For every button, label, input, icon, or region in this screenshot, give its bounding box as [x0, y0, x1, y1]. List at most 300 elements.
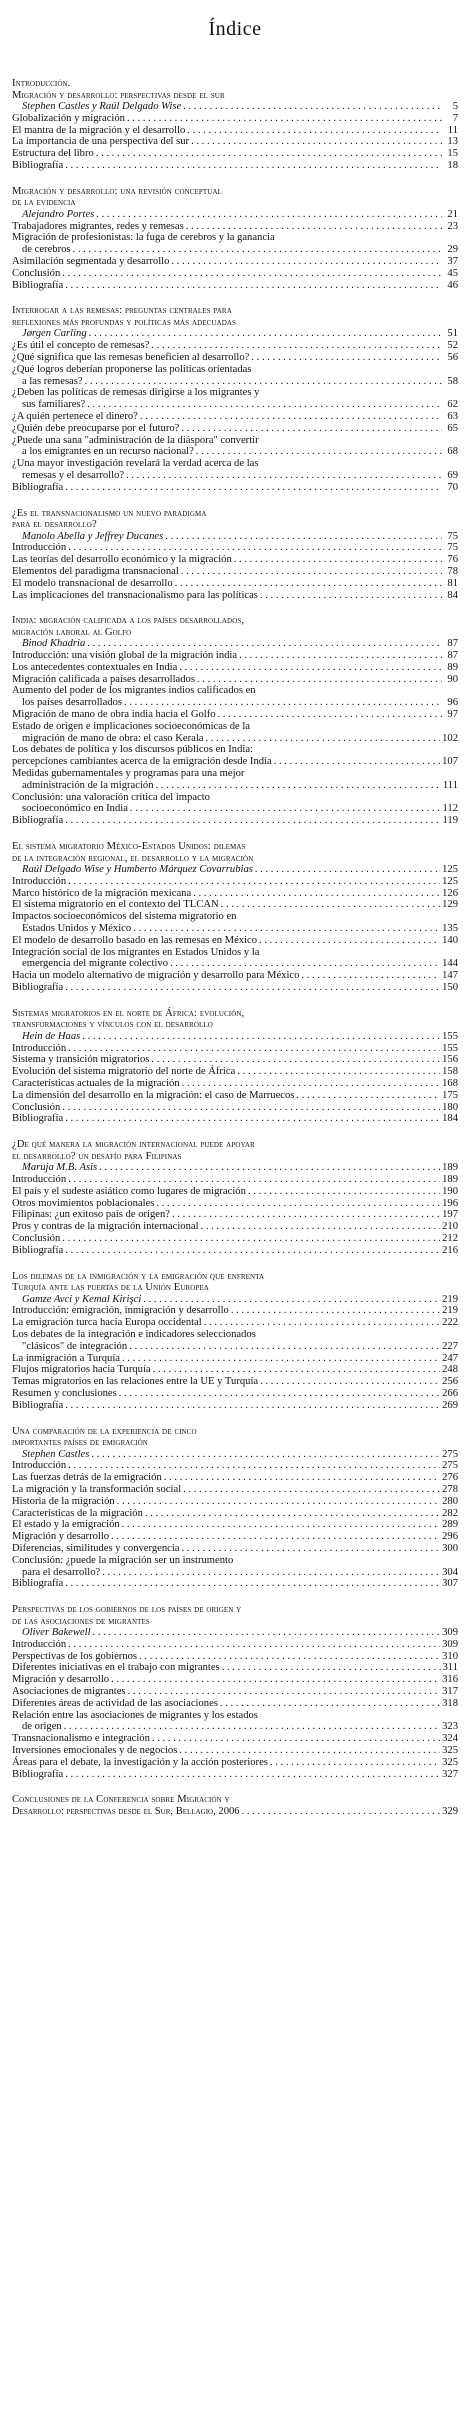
toc-entry[interactable]	[12, 1364, 458, 1376]
page-number: 18	[447, 159, 458, 171]
page-number: 29	[447, 244, 458, 256]
entry-title: Flujos migratorios hacia Turquía	[12, 1364, 151, 1376]
entry-title: Inversiones emocionales y de negocios	[12, 1745, 178, 1757]
entry-title: Introducción	[12, 542, 67, 554]
dot-leader	[68, 1639, 440, 1651]
chapter-author[interactable]	[12, 209, 458, 221]
toc-entry[interactable]	[12, 1578, 458, 1590]
toc-entry[interactable]	[12, 1686, 458, 1698]
page-number: 189	[442, 1162, 458, 1174]
toc-entry[interactable]	[12, 1353, 458, 1365]
chapter-author[interactable]	[12, 1162, 458, 1174]
entry-title: El mantra de la migración y el desarrollo	[12, 124, 186, 136]
page-number: 51	[447, 328, 458, 340]
dot-leader	[68, 1460, 440, 1472]
toc-entry[interactable]	[12, 662, 458, 674]
entry-title: El modelo transnacional de desarrollo	[12, 577, 173, 589]
dot-leader	[248, 1186, 440, 1198]
section-header-line: Turquía ante las puertas de la Unión Europea	[12, 1282, 209, 1294]
entry-title: Otros movimientos poblacionales	[12, 1197, 155, 1209]
toc-entry[interactable]	[12, 554, 458, 566]
dot-leader	[124, 697, 442, 709]
page-number: 147	[442, 970, 458, 982]
dot-leader	[191, 136, 442, 148]
dot-leader	[65, 482, 442, 494]
toc-entry[interactable]	[12, 1721, 458, 1733]
entry-title: Bibliografía	[12, 1768, 64, 1780]
toc-entry[interactable]	[12, 125, 458, 137]
toc-entry[interactable]	[12, 136, 458, 148]
toc-entry[interactable]	[12, 1484, 458, 1496]
page-number: 184	[442, 1113, 458, 1125]
toc-section	[12, 1604, 458, 1780]
page-number: 65	[447, 422, 458, 434]
toc-entry[interactable]	[12, 1043, 458, 1055]
toc-entry[interactable]	[12, 1066, 458, 1078]
dot-leader	[117, 1496, 440, 1508]
section-header-line: importantes países de emigración	[12, 1437, 148, 1449]
entry-title: La emigración turca hacia Europa occidental	[12, 1317, 202, 1329]
dot-leader	[91, 1449, 440, 1461]
entry-title: Introducción: emigración, inmigración y desarrollo	[12, 1305, 229, 1317]
dot-leader	[259, 935, 440, 947]
toc-entry[interactable]	[12, 1054, 458, 1066]
entry-title: El país y el sudeste asiático como lugares de migración	[12, 1185, 246, 1197]
page-number: 125	[442, 875, 458, 887]
chapter-author[interactable]	[12, 638, 458, 650]
dot-leader	[65, 1400, 440, 1412]
entry-title: Hacia un modelo alternativo de migración y desarrollo para México	[12, 970, 300, 982]
page-number: 216	[442, 1244, 458, 1256]
toc-section	[12, 841, 458, 994]
page-number: 324	[442, 1733, 458, 1745]
dot-leader	[170, 958, 440, 970]
toc-entry[interactable]	[12, 1174, 458, 1186]
entry-title: Las implicaciones del transnacionalismo para las políticas	[12, 589, 258, 601]
page-number: 15	[447, 148, 458, 160]
dot-leader	[181, 423, 442, 435]
dot-leader	[65, 1769, 440, 1781]
toc-entry[interactable]	[12, 148, 458, 160]
entry-title: Hein de Haas	[22, 1030, 81, 1042]
dot-leader	[197, 674, 442, 686]
dot-leader	[204, 1317, 440, 1329]
toc-entry-line[interactable]: Conclusión: una valoración crítica del impacto	[12, 791, 210, 803]
toc-entry[interactable]	[12, 1745, 458, 1757]
entry-title: Binod Khadria	[22, 638, 86, 650]
toc-entry[interactable]	[12, 1460, 458, 1472]
section-header-line: para el desarrollo?	[12, 519, 97, 531]
dot-leader	[87, 399, 442, 411]
dot-leader	[296, 1090, 440, 1102]
entry-title: migración de mano de obra: el caso Kerala	[22, 732, 204, 744]
entry-title: Bibliografía	[12, 815, 64, 827]
dot-leader	[93, 1627, 441, 1639]
toc-entry[interactable]	[12, 780, 458, 792]
entry-title: Conclusión	[12, 1101, 61, 1113]
page-title: Índice	[208, 18, 262, 40]
toc-entry-line[interactable]: Conclusión: ¿puede la migración ser un instrumento	[12, 1554, 234, 1566]
dot-leader	[68, 876, 440, 888]
page-number: 275	[442, 1448, 458, 1460]
page-number: 296	[442, 1531, 458, 1543]
toc-entry[interactable]	[12, 411, 458, 423]
entry-title: los países desarrollados	[22, 697, 123, 709]
toc-entry[interactable]	[12, 160, 458, 172]
section-header-line: Sistemas migratorios en el norte de África: evolución,	[12, 1007, 245, 1019]
dot-leader	[151, 340, 442, 352]
dot-leader	[128, 1686, 441, 1698]
page-number: 309	[442, 1638, 458, 1650]
toc-entry[interactable]	[12, 352, 458, 364]
toc-entry[interactable]	[12, 578, 458, 590]
toc-entry[interactable]	[12, 590, 458, 602]
dot-leader	[172, 1209, 440, 1221]
toc-entry[interactable]	[12, 1496, 458, 1508]
toc-entry[interactable]	[12, 1662, 458, 1674]
entry-title: Diferentes iniciativas en el trabajo con migrantes	[12, 1662, 220, 1674]
toc-entry[interactable]	[12, 1186, 458, 1198]
toc-entry[interactable]	[12, 1806, 458, 1818]
entry-title: Elementos del paradigma transnacional	[12, 565, 179, 577]
page-number: 219	[442, 1305, 458, 1317]
dot-leader	[65, 1578, 440, 1590]
entry-title: Estados Unidos y México	[22, 923, 132, 935]
page-number: 168	[442, 1078, 458, 1089]
toc-entry[interactable]	[12, 1757, 458, 1769]
toc-entry[interactable]	[12, 1198, 458, 1210]
entry-title: Diferencias, similitudes y convergencia	[12, 1542, 180, 1554]
dot-leader	[73, 244, 442, 256]
page-number: 13	[447, 136, 458, 148]
toc-entry-line[interactable]: Integración social de los migrantes en Estados Unidos y la	[12, 946, 260, 958]
toc-entry[interactable]	[12, 113, 458, 125]
toc-entry-line[interactable]: ¿Qué logros deberían proponerse las políticas orientadas	[12, 363, 252, 375]
page-number: 212	[442, 1232, 458, 1244]
dot-leader	[239, 650, 442, 662]
toc-entry-line[interactable]: Migración de profesionistas: la fuga de cerebros y la ganancia	[12, 232, 275, 244]
page-number: 135	[442, 923, 458, 935]
entry-title: Áreas para el debate, la investigación y la acción posteriores	[12, 1756, 268, 1768]
toc-entry[interactable]	[12, 1567, 458, 1579]
entry-title: Filipinas: ¿un exitoso país de origen?	[12, 1209, 170, 1221]
chapter-author[interactable]	[12, 864, 458, 876]
toc-entry[interactable]	[12, 280, 458, 292]
section-header-line: El sistema migratorio México-Estados Unidos: dilemas	[12, 841, 246, 853]
entry-title: Pros y contras de la migración internacional	[12, 1221, 199, 1233]
toc-entry[interactable]	[12, 1221, 458, 1233]
entry-title: de origen	[22, 1721, 62, 1733]
toc-entry[interactable]	[12, 399, 458, 411]
page-number: 189	[442, 1173, 458, 1185]
dot-leader	[251, 352, 442, 364]
toc-entry[interactable]	[12, 482, 458, 494]
toc-entry[interactable]	[12, 876, 458, 888]
toc-entry[interactable]	[12, 1388, 458, 1400]
entry-title: percepciones cambiantes acerca de la emigración desde India	[12, 756, 272, 768]
entry-title: Introducción	[12, 1042, 67, 1054]
dot-leader	[193, 888, 440, 900]
toc-entry-line[interactable]: Relación entre las asociaciones de migrantes y los estados	[12, 1709, 258, 1721]
dot-leader	[301, 970, 440, 982]
toc-entry[interactable]	[12, 756, 458, 768]
page-number: 70	[447, 481, 458, 493]
page-number: 78	[447, 565, 458, 577]
page-number: 52	[447, 340, 458, 352]
toc-entry[interactable]	[12, 1543, 458, 1555]
entry-title: para el desarrollo?	[22, 1566, 101, 1578]
toc-entry-line[interactable]: Los debates de política y los discursos públicos en India:	[12, 744, 253, 756]
page-number: 45	[447, 267, 458, 279]
toc-entry[interactable]	[12, 256, 458, 268]
page-number: 325	[442, 1745, 458, 1757]
page-number: 304	[442, 1566, 458, 1578]
section-header-line: ¿De qué manera la migración internacional puede apoyar	[12, 1139, 255, 1151]
page-number: 278	[442, 1483, 458, 1495]
entry-title: El sistema migratorio en el contexto del TLCAN	[12, 899, 219, 911]
entry-title: a los emigrantes en un recurso nacional?	[22, 446, 194, 458]
entry-title: Sistema y transición migratorios	[12, 1054, 150, 1066]
dot-leader	[130, 803, 441, 815]
dot-leader	[96, 209, 442, 221]
toc-entry-line[interactable]: Medidas gubernamentales y programas para una mejor	[12, 768, 245, 780]
toc-entry[interactable]	[12, 733, 458, 745]
toc-entry[interactable]	[12, 1531, 458, 1543]
toc-entry[interactable]	[12, 542, 458, 554]
toc-entry[interactable]	[12, 1317, 458, 1329]
entry-title: Marco histórico de la migración mexicana	[12, 887, 192, 899]
entry-title: Alejandro Portes	[22, 208, 95, 220]
entry-title: Gamze Avci y Kemal Kirişci	[22, 1293, 142, 1305]
toc-entry[interactable]	[12, 899, 458, 911]
entry-title: ¿Qué significa que las remesas beneficien al desarrollo?	[12, 351, 250, 363]
toc-entry[interactable]	[12, 815, 458, 827]
toc-entry[interactable]	[12, 1245, 458, 1257]
page-number: 112	[442, 803, 458, 815]
entry-title: Migración y desarrollo	[12, 1674, 110, 1686]
page-number: 289	[442, 1519, 458, 1531]
toc-entry[interactable]	[12, 1102, 458, 1114]
section-header-line: Introducción.	[12, 78, 71, 89]
section-header-line: Perspectivas de los gobiernos de los países de origen y	[12, 1604, 242, 1616]
entry-title: Asimilación segmentada y desarrollo	[12, 255, 170, 267]
toc-section	[12, 186, 458, 292]
toc-entry[interactable]	[12, 1078, 458, 1090]
toc-entry[interactable]	[12, 674, 458, 686]
toc-entry[interactable]	[12, 1305, 458, 1317]
toc-entry-line[interactable]: Los debates de la integración e indicadores seleccionados	[12, 1328, 256, 1340]
entry-title: Resumen y conclusiones	[12, 1387, 117, 1399]
toc-entry[interactable]	[12, 1376, 458, 1388]
chapter-author[interactable]	[12, 101, 458, 113]
toc-entry[interactable]	[12, 244, 458, 256]
toc-entry-line[interactable]: Impactos socioeconómicos del sistema migratorio en	[12, 911, 237, 923]
page-number: 37	[447, 255, 458, 267]
entry-title: Transnacionalismo e integración	[12, 1733, 150, 1745]
section-header-line: de la integración regional, el desarrollo y la migración	[12, 852, 254, 864]
toc-entry[interactable]	[12, 803, 458, 815]
page-number: 222	[442, 1317, 458, 1329]
toc-entry[interactable]	[12, 376, 458, 388]
dot-leader	[206, 733, 441, 745]
page-number: 325	[442, 1756, 458, 1768]
page-number: 119	[442, 815, 458, 827]
toc-entry[interactable]	[12, 470, 458, 482]
toc-entry[interactable]	[12, 268, 458, 280]
page-number: 68	[447, 446, 458, 458]
toc-entry[interactable]	[12, 340, 458, 352]
chapter-author[interactable]	[12, 531, 458, 543]
dot-leader	[164, 1472, 440, 1484]
section-header-line: de la evidencia	[12, 197, 76, 209]
toc-entry[interactable]	[12, 1508, 458, 1520]
toc-entry-line[interactable]: ¿Deben las políticas de remesas dirigirse a los migrantes y	[12, 387, 260, 399]
entry-title: ¿Quién debe preocuparse por el futuro?	[12, 422, 180, 434]
entry-title: Raúl Delgado Wise y Humberto Márquez Covarrubias	[22, 864, 253, 876]
toc-entry-line[interactable]: Estado de origen e implicaciones socioeconómicas de la	[12, 720, 250, 732]
section-header-line: India: migración calificada a los países desarrollados,	[12, 615, 245, 627]
entry-title: Migración de mano de obra india hacia el Golfo	[12, 709, 216, 721]
entry-title: Maruja M.B. Asis	[22, 1162, 98, 1174]
toc-entry[interactable]	[12, 1341, 458, 1353]
toc-entry[interactable]	[12, 650, 458, 662]
page-number: 256	[442, 1376, 458, 1388]
dot-leader	[99, 1162, 440, 1174]
dot-leader	[222, 1662, 441, 1674]
entry-title: socioeconómico en India	[22, 803, 128, 815]
entry-title: Stephen Castles y Raúl Delgado Wise	[22, 101, 182, 112]
entry-title: Introducción	[12, 1638, 67, 1650]
dot-leader	[151, 1054, 440, 1066]
dot-leader	[68, 1043, 440, 1055]
toc-entry[interactable]	[12, 1233, 458, 1245]
dot-leader	[201, 1221, 441, 1233]
toc-entry[interactable]	[12, 958, 458, 970]
page-number: 129	[442, 899, 458, 911]
entry-title: Stephen Castles	[22, 1448, 90, 1460]
dot-leader	[68, 1174, 440, 1186]
toc-section	[12, 78, 458, 172]
toc-section	[12, 1794, 458, 1817]
section-header-line: Una comparación de la experiencia de cinco	[12, 1425, 197, 1437]
page-number: 126	[442, 887, 458, 899]
page-number: 282	[442, 1507, 458, 1519]
page-number: 276	[442, 1472, 458, 1484]
page-number: 21	[447, 208, 458, 220]
section-header-line: ¿Es el transnacionalismo un nuevo paradigma	[12, 507, 207, 519]
toc-entry[interactable]	[12, 1769, 458, 1781]
toc-entry-line[interactable]: ¿Una mayor investigación revelará la verdad acerca de las	[12, 458, 259, 470]
toc-entry[interactable]	[12, 888, 458, 900]
section-header-line: transformaciones y vínculos con el desarrollo	[12, 1019, 213, 1031]
toc-entry-line[interactable]: Aumento del poder de los migrantes indios calificados en	[12, 685, 256, 697]
toc-entry[interactable]	[12, 697, 458, 709]
page-number: 63	[447, 410, 458, 422]
entry-title: Introducción: una visión global de la migración india	[12, 650, 238, 662]
page-number: 318	[442, 1697, 458, 1709]
chapter-author[interactable]	[12, 328, 458, 340]
dot-leader	[220, 1698, 440, 1710]
entry-title: Jørgen Carling	[22, 328, 87, 340]
toc-entry[interactable]	[12, 709, 458, 721]
dot-leader	[221, 899, 440, 911]
dot-leader	[196, 446, 442, 458]
entry-title: Migración calificada a países desarrollados	[12, 673, 195, 685]
toc-entry[interactable]	[12, 566, 458, 578]
page-number: 266	[442, 1387, 458, 1399]
dot-leader	[218, 709, 442, 721]
toc-entry[interactable]	[12, 423, 458, 435]
dot-leader	[181, 1543, 440, 1555]
toc-entry[interactable]	[12, 446, 458, 458]
page-number: 175	[442, 1089, 458, 1101]
entry-title: La importancia de una perspectiva del sur	[12, 136, 190, 148]
toc-entry[interactable]	[12, 1400, 458, 1412]
page-number: 227	[442, 1340, 458, 1352]
toc-entry[interactable]	[12, 1674, 458, 1686]
dot-leader	[175, 578, 442, 590]
dot-leader	[179, 1745, 440, 1757]
toc-section	[12, 1139, 458, 1256]
toc-entry[interactable]	[12, 970, 458, 982]
page-number: 219	[442, 1293, 458, 1305]
page-number: 23	[447, 220, 458, 232]
toc-entry[interactable]	[12, 1519, 458, 1531]
entry-title: a las remesas?	[22, 375, 83, 387]
entry-title: Temas migratorios en las relaciones entre la UE y Turquía	[12, 1376, 259, 1388]
dot-leader	[65, 982, 440, 994]
toc-entry[interactable]	[12, 221, 458, 233]
toc-entry[interactable]	[12, 1090, 458, 1102]
toc-entry[interactable]	[12, 1698, 458, 1710]
toc-entry[interactable]	[12, 1651, 458, 1663]
section-header-line: de las asociaciones de migrantes	[12, 1615, 150, 1627]
toc-entry[interactable]	[12, 1733, 458, 1745]
chapter-author[interactable]	[12, 1627, 458, 1639]
toc-entry[interactable]	[12, 1639, 458, 1651]
dot-leader	[111, 1531, 440, 1543]
entry-title: Introducción	[12, 1173, 67, 1185]
page-number: 75	[447, 542, 458, 554]
chapter-author[interactable]	[12, 1449, 458, 1461]
page-number: 107	[442, 756, 458, 768]
toc-entry[interactable]	[12, 1472, 458, 1484]
section-header-line: Migración y desarrollo: perspectivas desde el sur	[12, 89, 225, 101]
toc-section	[12, 508, 458, 602]
entry-title: Perspectivas de los gobiernos	[12, 1650, 138, 1662]
dot-leader	[156, 1198, 440, 1210]
entry-title: Manolo Abella y Jeffrey Ducanes	[22, 530, 164, 542]
dot-leader	[82, 1031, 440, 1043]
toc-entry[interactable]	[12, 923, 458, 935]
toc-entry[interactable]	[12, 1113, 458, 1125]
page-number: 155	[442, 1030, 458, 1042]
toc-entry[interactable]	[12, 982, 458, 994]
toc-entry-line[interactable]: ¿Puede una sana "administración de la diáspora" convertir	[12, 434, 259, 446]
page-number: 87	[447, 638, 458, 650]
entry-title: Globalización y migración	[12, 112, 125, 124]
chapter-author[interactable]	[12, 1294, 458, 1306]
chapter-author[interactable]	[12, 1031, 458, 1043]
entry-title: administración de la migración	[22, 779, 154, 791]
page-number: 62	[447, 399, 458, 411]
dot-leader	[270, 1757, 440, 1769]
toc-entry[interactable]	[12, 1209, 458, 1221]
page-number: 156	[442, 1054, 458, 1066]
page-number: 197	[442, 1209, 458, 1221]
toc-entry[interactable]	[12, 935, 458, 947]
table-of-contents	[12, 78, 458, 1832]
